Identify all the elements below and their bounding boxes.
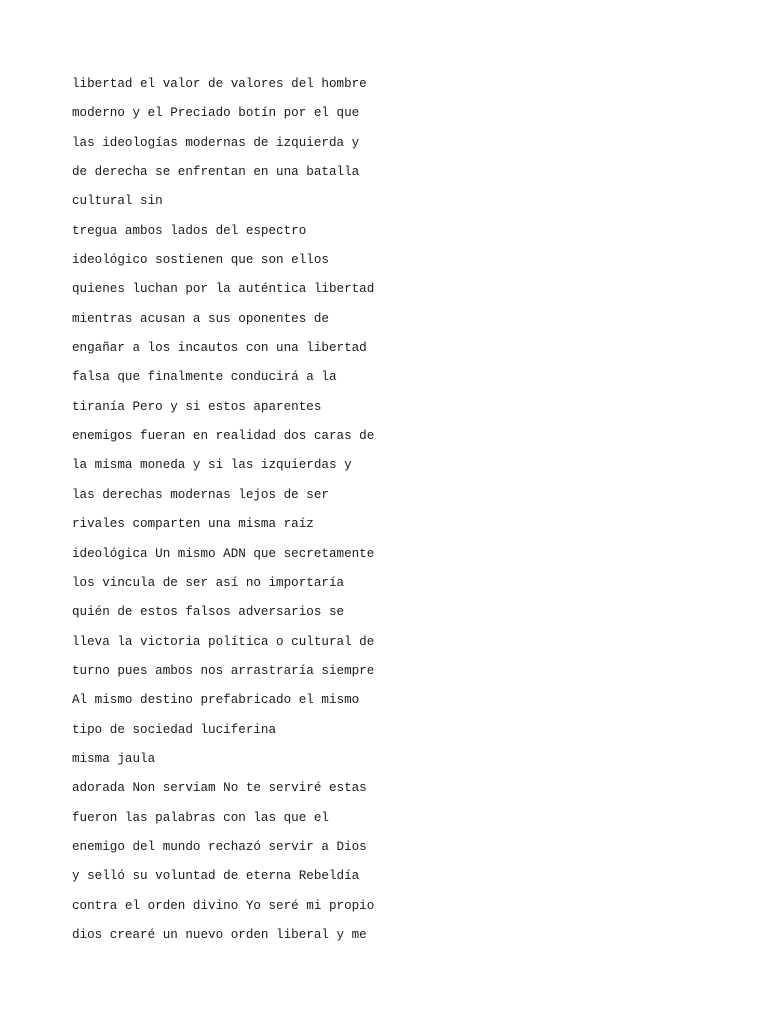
text-line: quienes luchan por la auténtica libertad xyxy=(72,282,375,297)
text-line: contra el orden divino Yo seré mi propio xyxy=(72,898,375,913)
text-line: de derecha se enfrentan en una batalla xyxy=(72,165,360,180)
text-line: quién de estos falsos adversarios se xyxy=(72,605,345,620)
text-line: cultural sin xyxy=(72,194,163,209)
text-line: tregua ambos lados del espectro xyxy=(72,223,307,238)
text-line: misma jaula xyxy=(72,751,156,766)
text-line: lleva la victoria política o cultural de xyxy=(72,634,375,649)
text-line: enemigos fueran en realidad dos caras de xyxy=(72,429,375,444)
text-line: fueron las palabras con las que el xyxy=(72,810,329,825)
text-line: ideológico sostienen que son ellos xyxy=(72,253,329,268)
text-line: libertad el valor de valores del hombre xyxy=(72,77,367,91)
text-line: enemigo del mundo rechazó servir a Dios xyxy=(72,839,367,854)
text-line: dios crearé un nuevo orden liberal y me xyxy=(72,927,367,942)
text-line: mientras acusan a sus oponentes de xyxy=(72,311,329,326)
text-line: adorada Non serviam No te serviré estas xyxy=(72,781,367,796)
text-line: Al mismo destino prefabricado el mismo xyxy=(72,693,360,708)
text-line: la misma moneda y si las izquierdas y xyxy=(72,458,352,473)
text-line: rivales comparten una misma raíz xyxy=(72,517,314,532)
text-line: y selló su voluntad de eterna Rebeldía xyxy=(72,869,360,884)
transcript-text xyxy=(72,70,374,950)
text-line: moderno y el Preciado botín por el que xyxy=(72,106,360,121)
text-line: las ideologías modernas de izquierda y xyxy=(72,135,360,150)
text-line: tiranía Pero y si estos aparentes xyxy=(72,399,322,414)
text-line: falsa que finalmente conducirá a la xyxy=(72,370,337,385)
text-line: los vincula de ser así no importaría xyxy=(72,575,345,590)
text-line: engañar a los incautos con una libertad xyxy=(72,341,367,356)
text-line: las derechas modernas lejos de ser xyxy=(72,487,329,502)
text-line: ideológica Un mismo ADN que secretamente xyxy=(72,546,375,561)
text-line: tipo de sociedad luciferina xyxy=(72,722,277,737)
text-line: turno pues ambos nos arrastraría siempre xyxy=(72,663,375,678)
